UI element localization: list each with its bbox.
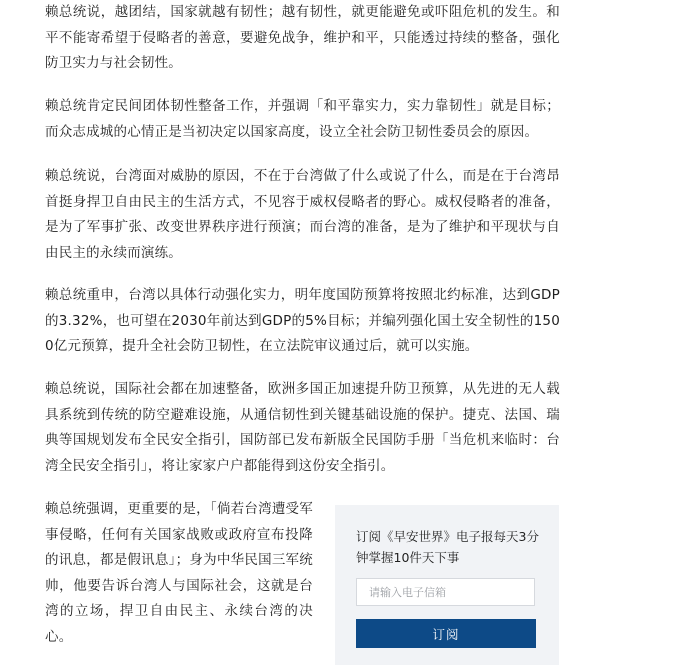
article-paragraph: 赖总统说，国际社会都在加速整备，欧洲多国正加速提升防卫预算，从先进的无人载具系统到传统的防空避难设施，从通信韧性到关键基础设施的保护。捷克、法国、瑞典等国规划发布全民安全指引，国防部已发布新版全民国防手册「当危机来临时：台湾全民安全指引」，将让家家户户都能得到这份安全指引。 [45,381,560,474]
article-paragraph: 赖总统重申，台湾以具体行动强化实力，明年度国防预算将按照北约标准，达到GDP的3.32%，也可望在2030年前达到GDP的5%目标；并编列强化国土安全韧性的1500亿元预算，提升全社会防卫韧性，在立法院审议通过后，就可以实施。 [45,287,560,354]
article-paragraph: 赖总统强调，更重要的是，「倘若台湾遭受军事侵略，任何有关国家战败或政府宣布投降的讯息，都是假讯息」；身为中华民国三军统帅，他要告诉台湾人与国际社会，这就是台湾的立场，捍卫自由民主、永续台湾的决心。 [45,501,313,645]
newsletter-title: 订阅《早安世界》电子报每天3分钟掌握10件天下事 [356,529,539,565]
article-paragraph: 赖总统肯定民间团体韧性整备工作，并强调「和平靠实力，实力靠韧性」就是目标；而众志成城的心情正是当初决定以国家高度，设立全社会防卫韧性委员会的原因。 [45,98,560,140]
email-input[interactable] [356,578,535,606]
article-paragraph: 赖总统说，台湾面对威胁的原因，不在于台湾做了什么或说了什么，而是在于台湾昂首挺身捍卫自由民主的生活方式，不见容于威权侵略者的野心。威权侵略者的准备，是为了军事扩张、改变世界秩序进行预演；而台湾的准备，是为了维护和平现状与自由民主的永续而演练。 [45,168,560,261]
newsletter-subscribe-box [335,505,559,665]
article-paragraph: 赖总统说，越团结，国家就越有韧性；越有韧性，就更能避免或吓阻危机的发生。和平不能寄希望于侵略者的善意，要避免战争，维护和平，只能透过持续的整备，强化防卫实力与社会韧性。 [45,4,560,71]
subscribe-button[interactable]: 订阅 [356,619,536,648]
